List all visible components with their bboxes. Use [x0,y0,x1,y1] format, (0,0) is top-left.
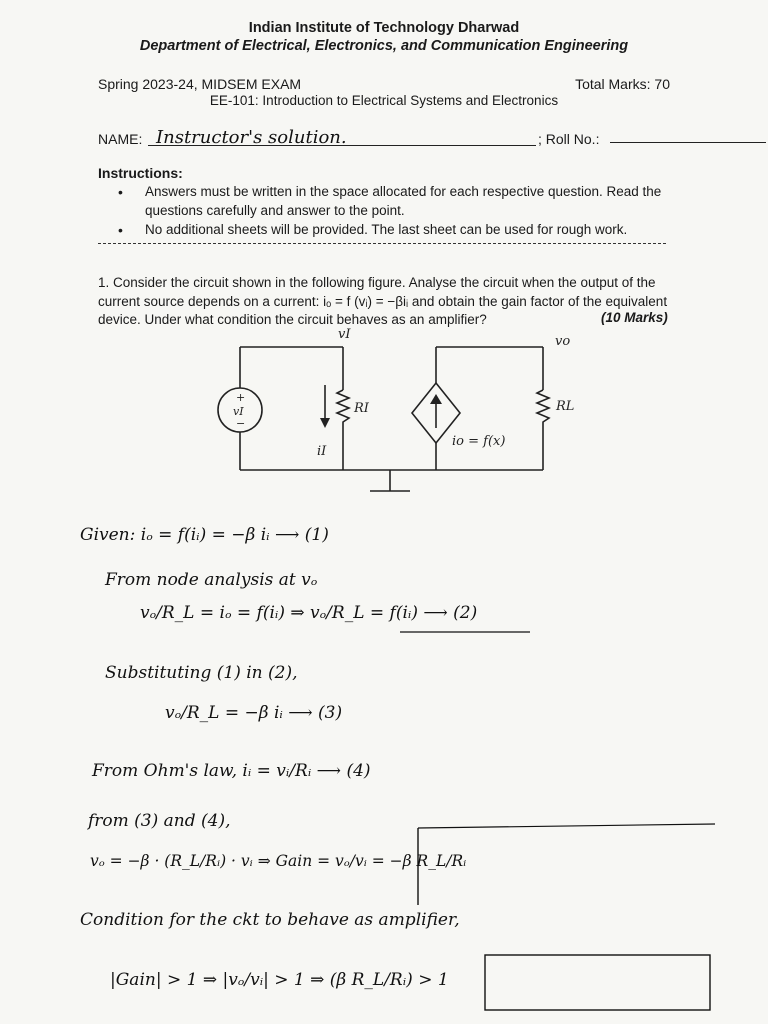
department-title: Department of Electrical, Electronics, and Communication Engineering [139,38,629,54]
solution-line: vₒ/R_L = iₒ = f(iᵢ) ⇒ vₒ/R_L = f(iᵢ) ⟶ (2) [140,603,478,623]
roll-label: ; Roll No.: [538,131,600,147]
institute-title: Indian Institute of Technology Dharwad [248,20,520,36]
solution-line: Substituting (1) in (2), [105,663,298,683]
solution-line: From node analysis at vₒ [105,570,318,590]
node-vi-label: vI [338,327,351,342]
source-label: vI [233,405,244,418]
rl-label: RL [556,399,575,414]
dependent-source-label: io = f(x) [452,434,506,449]
instructions-list [118,183,678,241]
solution-line: from (3) and (4), [88,811,231,831]
solution-line: vₒ = −β · (R_L/Rᵢ) · vᵢ ⇒ Gain = vₒ/vᵢ = −β R_L/Rᵢ [90,852,467,870]
name-handwritten: Instructor's solution. [156,127,347,148]
divider [98,243,666,244]
source-plus: + [236,391,246,404]
exam-session-text: Spring 2023-24, MIDSEM EXAM [98,76,302,92]
solution-line: vₒ/R_L = −β iᵢ ⟶ (3) [165,703,343,723]
instruction-item: • Answers must be written in the space allocated for each respective question. Read the questions carefully and answer to the point. [118,183,678,220]
course-title: EE-101: Introduction to Electrical Systems and Electronics [209,93,559,108]
solution-line: Given: iₒ = f(iᵢ) = −β iᵢ ⟶ (1) [80,525,329,545]
question-1-marks: (10 Marks) [601,310,668,325]
up-arrow-icon [430,394,442,404]
solution-line: Condition for the ckt to behave as amplifier, [80,910,460,930]
resistor-r1-icon [337,390,349,425]
down-arrow-icon [320,418,330,428]
instruction-item: • No additional sheets will be provided. The last sheet can be used for rough work. [118,221,678,240]
r1-label: RI [354,401,369,416]
instructions-title: Instructions: [98,165,183,181]
roll-field[interactable] [610,142,766,143]
voltage-source-icon [218,388,262,432]
current-label: iI [317,444,327,459]
source-minus: − [236,417,246,430]
total-marks: Total Marks: 70 [575,76,670,92]
node-vo-label: vo [555,334,571,349]
dependent-source-icon [412,383,460,443]
exam-session [98,76,301,92]
solution-line: |Gain| > 1 ⇒ |vₒ/vᵢ| > 1 ⇒ (β R_L/Rᵢ) > 1 [110,970,449,990]
name-label: NAME: [98,131,143,147]
resistor-rl-icon [537,390,549,425]
solution-line: From Ohm's law, iᵢ = vᵢ/Rᵢ ⟶ (4) [92,761,371,781]
question-1-text: 1. Consider the circuit shown in the following figure. Analyse the circuit when the output of the current source depends on a current: iₒ = f (vᵢ) = −βiᵢ and obtain the gain factor of the equivalent device. Under what condition the circuit behaves as an amplifier? [98,275,668,327]
